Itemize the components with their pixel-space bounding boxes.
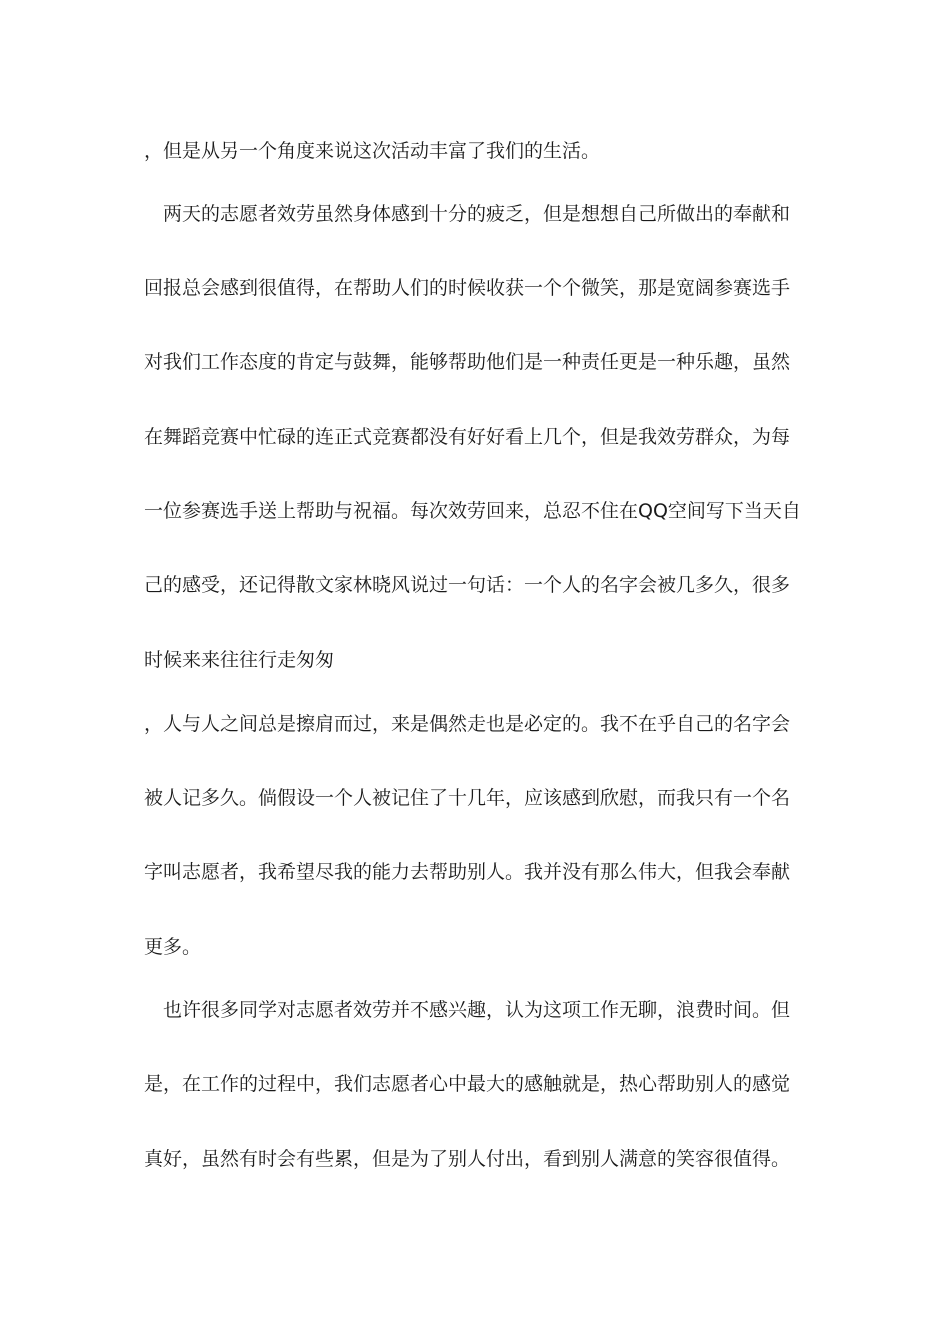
text-line: ，人与人之间总是擦肩而过，来是偶然走也是必定的。我不在乎自己的名字会 bbox=[144, 713, 791, 735]
text-line: 回报总会感到很值得，在帮助人们的时候收获一个个微笑，那是宽阔参赛选手 bbox=[144, 277, 791, 299]
text-line: 在舞蹈竞赛中忙碌的连正式竞赛都没有好好看上几个，但是我效劳群众，为每 bbox=[144, 426, 791, 448]
text-line: 是，在工作的过程中，我们志愿者心中最大的感触就是，热心帮助别人的感觉 bbox=[144, 1073, 791, 1095]
text-line: 字叫志愿者，我希望尽我的能力去帮助别人。我并没有那么伟大，但我会奉献 bbox=[144, 861, 791, 883]
text-line: 一位参赛选手送上帮助与祝福。每次效劳回来，总忍不住在QQ空间写下当天自 bbox=[144, 500, 801, 522]
text-line: 时候来来往往行走匆匆 bbox=[144, 649, 335, 671]
text-line: 己的感受，还记得散文家林晓风说过一句话：一个人的名字会被几多久，很多 bbox=[144, 574, 791, 596]
text-line: ，但是从另一个角度来说这次活动丰富了我们的生活。 bbox=[144, 140, 601, 162]
text-line: 两天的志愿者效劳虽然身体感到十分的疲乏，但是想想自己所做出的奉献和 bbox=[144, 203, 791, 225]
text-line: 真好，虽然有时会有些累，但是为了别人付出，看到别人满意的笑容很值得。 bbox=[144, 1148, 791, 1170]
text-line: 也许很多同学对志愿者效劳并不感兴趣，认为这项工作无聊，浪费时间。但 bbox=[144, 999, 791, 1021]
text-line: 对我们工作态度的肯定与鼓舞，能够帮助他们是一种责任更是一种乐趣，虽然 bbox=[144, 351, 791, 373]
text-line: 被人记多久。倘假设一个人被记住了十几年，应该感到欣慰，而我只有一个名 bbox=[144, 787, 791, 809]
text-line: 更多。 bbox=[144, 936, 202, 958]
